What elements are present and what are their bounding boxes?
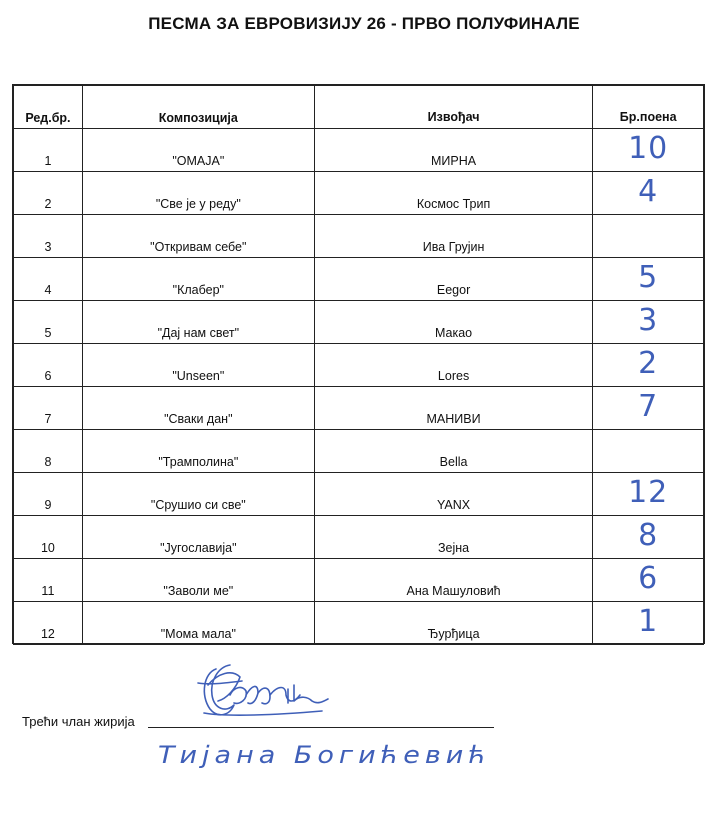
row-points: 2 <box>638 346 659 381</box>
row-artist: Ива Грујин <box>314 215 593 258</box>
row-points: 12 <box>628 475 669 510</box>
row-points-cell <box>593 344 704 387</box>
table-row <box>14 301 704 344</box>
row-song: "Југославија" <box>82 516 314 559</box>
table-row <box>14 602 704 645</box>
row-number: 4 <box>14 258 83 301</box>
row-artist: Космос Трип <box>314 172 593 215</box>
row-artist: Eegor <box>314 258 593 301</box>
table-row <box>14 430 704 473</box>
row-points-cell <box>593 258 704 301</box>
row-artist: МИРНА <box>314 129 593 172</box>
row-number: 6 <box>14 344 83 387</box>
row-points-cell <box>593 129 704 172</box>
row-artist: Зејна <box>314 516 593 559</box>
row-song: "Откривам себе" <box>82 215 314 258</box>
table-row <box>14 387 704 430</box>
row-song: "Све је у реду" <box>82 172 314 215</box>
row-number: 5 <box>14 301 83 344</box>
table-row <box>14 129 704 172</box>
row-points-cell <box>593 559 704 602</box>
row-points-cell <box>593 516 704 559</box>
votes-sheet <box>12 84 705 644</box>
row-song: "Мома мала" <box>82 602 314 645</box>
row-song: "Заволи ме" <box>82 559 314 602</box>
row-number: 9 <box>14 473 83 516</box>
row-points: 8 <box>638 518 659 553</box>
row-artist: Ана Машуловић <box>314 559 593 602</box>
table-row <box>14 516 704 559</box>
jury-member-name: Тијана Богићевић <box>158 741 491 770</box>
row-song: "ОМАЈА" <box>82 129 314 172</box>
row-song: "Срушио си све" <box>82 473 314 516</box>
row-artist: Bella <box>314 430 593 473</box>
row-number: 8 <box>14 430 83 473</box>
row-number: 12 <box>14 602 83 645</box>
table-row <box>14 215 704 258</box>
table-header-row <box>14 86 704 129</box>
row-number: 7 <box>14 387 83 430</box>
page-title: ПЕСМА ЗА ЕВРОВИЗИЈУ 26 - ПРВО ПОЛУФИНАЛЕ <box>148 14 580 33</box>
row-points: 3 <box>638 303 659 338</box>
handwritten-signature <box>196 655 336 727</box>
row-artist: YANX <box>314 473 593 516</box>
header-number: Ред.бр. <box>14 86 83 129</box>
row-points: 1 <box>638 604 659 639</box>
header-song: Композиција <box>82 86 314 129</box>
row-points: 7 <box>638 389 659 424</box>
header-artist: Извођач <box>314 86 593 129</box>
row-song: "Клабер" <box>82 258 314 301</box>
row-artist: Ђурђица <box>314 602 593 645</box>
row-points: 5 <box>638 260 659 295</box>
row-song: "Unseen" <box>82 344 314 387</box>
table-row <box>14 258 704 301</box>
votes-table <box>13 85 704 645</box>
row-song: "Сваки дан" <box>82 387 314 430</box>
row-points: 4 <box>638 174 659 209</box>
table-row <box>14 559 704 602</box>
row-points-cell <box>593 301 704 344</box>
row-number: 11 <box>14 559 83 602</box>
row-song: "Дај нам свет" <box>82 301 314 344</box>
row-points-cell <box>593 387 704 430</box>
row-number: 1 <box>14 129 83 172</box>
row-points-cell <box>593 602 704 645</box>
row-song: "Трамполина" <box>82 430 314 473</box>
table-row <box>14 172 704 215</box>
row-artist: Макао <box>314 301 593 344</box>
header-points: Бр.поена <box>593 86 704 129</box>
row-number: 2 <box>14 172 83 215</box>
row-points-cell <box>593 172 704 215</box>
row-points: 6 <box>638 561 659 596</box>
table-row <box>14 473 704 516</box>
row-artist: МАНИВИ <box>314 387 593 430</box>
row-artist: Lores <box>314 344 593 387</box>
table-row <box>14 344 704 387</box>
row-points-cell <box>593 473 704 516</box>
jury-member-label: Трећи члан жирија <box>22 714 135 729</box>
signature-line <box>148 727 494 728</box>
row-points-cell <box>593 430 704 473</box>
row-number: 3 <box>14 215 83 258</box>
row-points: 10 <box>628 131 669 166</box>
row-points-cell <box>593 215 704 258</box>
row-number: 10 <box>14 516 83 559</box>
